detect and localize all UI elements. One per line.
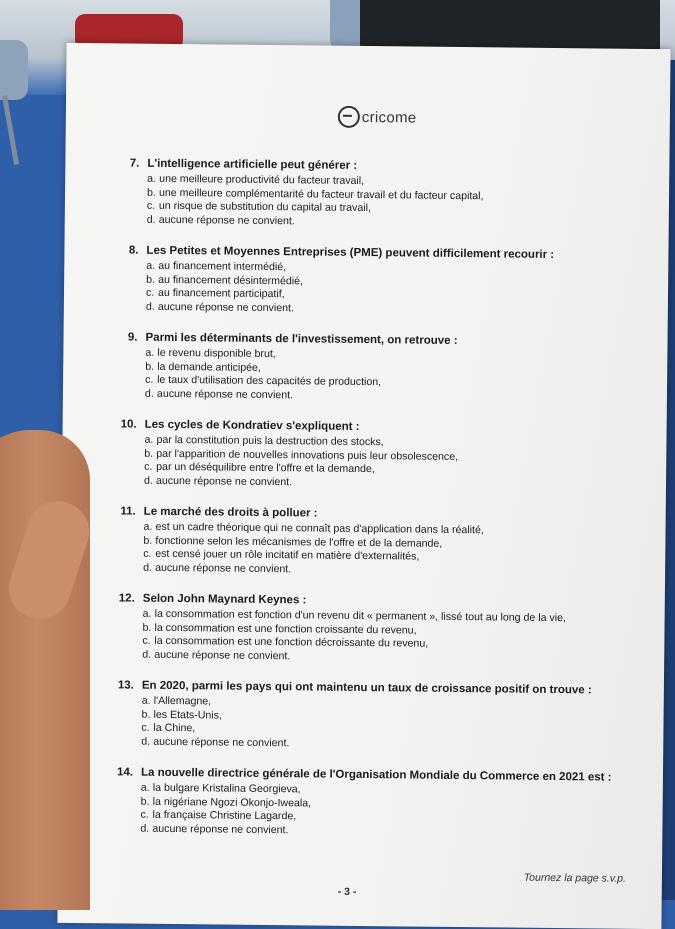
question-13 (107, 677, 638, 754)
question-number: 9. (127, 331, 138, 344)
answer-option-b: b. la consommation est une fonction croissante du revenu, (142, 621, 417, 637)
question-text: Selon John Maynard Keynes : (142, 592, 307, 607)
hand (0, 430, 90, 910)
background-chair (0, 40, 28, 100)
answer-option-d: d. aucune réponse ne convient. (144, 387, 294, 401)
answer-option-c: c. la française Christine Lagarde, (140, 808, 297, 823)
answer-option-b: b. la nigériane Ngozi Okonjo-Iweala, (140, 795, 312, 809)
question-8 (112, 242, 643, 319)
question-10 (110, 416, 641, 493)
answer-option-c: c. au financement participatif, (145, 286, 285, 301)
answer-option-b: b. au financement désintermédié, (146, 273, 304, 287)
answer-option-b: b. les Etats-Unis, (141, 708, 222, 722)
question-number: 13. (117, 679, 134, 692)
answer-option-a: a. est un cadre théorique qui ne connaît pas d'application dans la réalité, (143, 520, 484, 537)
answer-option-c: c. est censé jouer un rôle incitatif en matière d'externalités, (143, 547, 420, 563)
exam-page (57, 43, 670, 929)
question-11 (109, 503, 640, 580)
answer-option-b: b. par l'apparition de nouvelles innovations puis leur obsolescence, (144, 447, 459, 463)
answer-option-a: a. l'Allemagne, (141, 694, 212, 708)
question-number: 10. (120, 418, 137, 431)
background-chair-leg (2, 95, 19, 165)
answer-option-d: d. aucune réponse ne convient. (143, 561, 292, 575)
logo-text: cricome (361, 108, 417, 127)
question-number: 14. (116, 766, 134, 779)
answer-option-a: a. au financement intermédié, (146, 259, 287, 274)
answer-option-b: b. fonctionne selon les mécanismes de l'offre et de la demande, (143, 534, 443, 550)
page-number: - 3 - (337, 885, 357, 898)
answer-option-c: c. le taux d'utilisation des capacités de production, (145, 373, 382, 389)
question-text: Les Petites et Moyennes Entreprises (PME) peuvent difficilement recourir : (146, 244, 555, 261)
answer-option-d: d. aucune réponse ne convient. (145, 300, 294, 314)
answer-option-d: d. aucune réponse ne convient. (143, 474, 293, 488)
question-text: La nouvelle directrice générale de l'Organisation Mondiale du Commerce en 2021 est : (140, 766, 612, 784)
answer-option-d: d. aucune réponse ne convient. (142, 648, 291, 662)
question-text: Le marché des droits à polluer : (143, 505, 318, 520)
question-text: Les cycles de Kondratiev s'expliquent : (144, 418, 360, 433)
ecricome-logo (338, 104, 417, 131)
question-14 (106, 764, 637, 841)
answer-option-c: c. la consommation est une fonction décroissante du revenu, (142, 634, 429, 650)
turn-page-note: Tournez la page s.v.p. (523, 871, 626, 885)
question-number: 11. (120, 505, 136, 518)
question-text: L'intelligence artificielle peut générer : (147, 157, 358, 172)
answer-option-c: c. par un déséquilibre entre l'offre et la demande, (144, 460, 375, 476)
answer-option-a: a. la consommation est fonction d'un revenu dit « permanent », lissé tout au long de la vie, (142, 607, 567, 625)
question-text: En 2020, parmi les pays qui ont maintenu un taux de croissance positif on trouve : (141, 679, 592, 697)
question-number: 8. (128, 244, 139, 257)
ecricome-e-icon (338, 106, 360, 128)
question-text: Parmi les déterminants de l'investissement, on retrouve : (145, 331, 458, 347)
answer-option-b: b. une meilleure complémentarité du facteur travail et du facteur capital, (147, 186, 484, 202)
answer-option-d: d. aucune réponse ne convient. (140, 822, 289, 836)
question-12 (108, 590, 639, 667)
answer-option-b: b. la demande anticipée, (145, 360, 261, 374)
answer-option-d: d. aucune réponse ne convient. (146, 213, 295, 227)
question-number: 12. (118, 592, 135, 605)
question-number: 7. (129, 157, 140, 170)
answer-option-c: c. un risque de substitution du capital au travail, (146, 199, 371, 215)
question-list (106, 155, 643, 857)
answer-option-a: a. le revenu disponible brut, (145, 346, 276, 361)
question-7 (113, 155, 644, 232)
answer-option-d: d. aucune réponse ne convient. (141, 735, 290, 749)
answer-option-a: a. la bulgare Kristalina Georgieva, (140, 781, 301, 796)
answer-option-a: a. par la constitution puis la destruction des stocks, (144, 433, 384, 449)
answer-option-c: c. la Chine, (141, 721, 196, 735)
question-9 (111, 329, 642, 406)
answer-option-a: a. une meilleure productivité du facteur travail, (147, 172, 365, 187)
